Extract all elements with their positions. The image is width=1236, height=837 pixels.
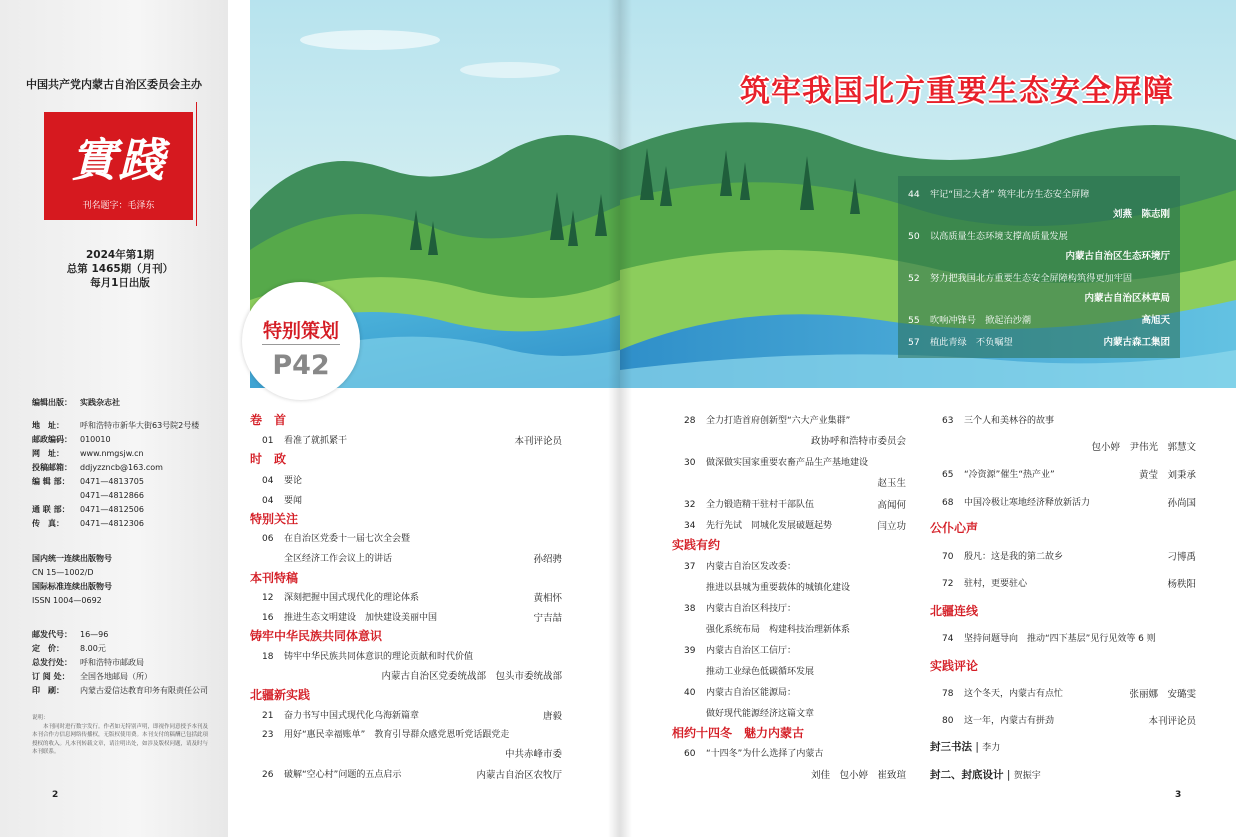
toc-entry[interactable]: 34 先行先试 同城化发展破题起势 [684,521,833,531]
issue-schedule: 每月1日出版 [90,277,150,289]
toc-entry[interactable]: 04 要闻 [262,496,303,506]
toc-author: 黄莹 刘秉承 [1138,470,1196,481]
toc-entry[interactable]: 28 全力打造首府创新型“六大产业集群” [684,416,851,426]
feature-entry[interactable]: 57 植此青绿 不负嘱望 [908,337,1013,348]
toc-author: 宁吉喆 [533,613,562,624]
distribution-row: 邮发代号： 16—96 [32,630,109,639]
toc-entry[interactable]: 70 殷凡：这是我的第二故乡 [942,552,1064,562]
publisher-row: 地 址： 呼和浩特市新华大街63号院2号楼 [32,421,200,430]
feature-title: 筑牢我国北方重要生态安全屏障 [740,74,1174,109]
section-heading: 本刊特稿 [250,571,299,585]
section-heading: 时 政 [250,452,287,466]
notice-title: 说明： [32,715,49,721]
toc-author: 本刊评论员 [514,436,562,447]
toc-entry[interactable]: 60 “十四冬”为什么选择了内蒙古 [684,749,824,759]
toc-entry[interactable]: 63 三个人和美林谷的故事 [942,416,1055,426]
feature-author: 刘燕 陈志刚 [1112,209,1170,220]
notice [32,714,212,757]
toc-entry-continued[interactable]: 推动工业绿色低碳循环发展 [706,667,815,677]
toc-entry[interactable]: 16 推进生态文明建设 加快建设美丽中国 [262,613,438,623]
special-feature-badge[interactable] [242,282,360,400]
feature-author: 高旭天 [1141,315,1170,326]
toc-entry-continued[interactable]: 强化系统布局 构建科技治理新体系 [706,625,851,635]
section-heading: 北疆连线 [930,604,979,618]
cn-label: 国内统一连续出版物号 [32,554,112,563]
right-page [620,0,1236,837]
toc-author: 闫立功 [877,521,906,532]
publisher-row: 网 址： www.nmgsjw.cn [32,449,144,458]
distribution-row: 总发行处： 呼和浩特市邮政局 [32,658,144,667]
toc-author: 内蒙古自治区党委统战部 包头市委统战部 [381,671,562,682]
masthead-sidebar [0,0,228,837]
toc-entry-continued[interactable]: 全区经济工作会议上的讲话 [284,554,393,564]
toc-entry[interactable]: 37 内蒙古自治区发改委： [684,562,797,572]
toc-entry[interactable]: 78 这个冬天，内蒙古有点忙 [942,689,1064,699]
toc-entry[interactable]: 12 深刻把握中国式现代化的理论体系 [262,593,420,603]
publisher-info [32,396,222,531]
publisher-row: 0471—4812866 [80,491,144,500]
toc-entry[interactable]: 30 做深做实国家重要农畜产品生产基地建设 [684,458,869,468]
toc-entry[interactable]: 74 坚持问题导向 推动“四下基层”见行见效等 6 则 [942,634,1156,644]
logo-rule [196,102,197,226]
toc-entry[interactable]: 06 在自治区党委十一届七次全会暨 [262,534,411,544]
toc-entry[interactable]: 18 铸牢中华民族共同体意识的理论贡献和时代价值 [262,652,474,662]
toc-author: 高闻何 [877,500,906,511]
publisher-row: 邮政编码： 010010 [32,435,111,444]
issn-label: 国际标准连续出版物号 [32,582,112,591]
section-heading: 实践有约 [672,538,721,552]
credit-calligraphy: 封三书法 | 李力 [930,741,1001,753]
toc-entry-continued[interactable]: 推进以县城为重要载体的城镇化建设 [706,583,851,593]
issue-year: 2024年第1期 [85,249,155,261]
toc-entry[interactable]: 01 看准了就抓紧干 [262,436,348,446]
feature-entry[interactable]: 55 吹响冲锋号 掀起治沙潮 [908,315,1032,326]
logo-caption: 刊名题字：毛泽东 [82,201,155,211]
toc-author: 包小婷 尹伟光 郭慧文 [1091,442,1196,453]
toc-author: 政协呼和浩特市委员会 [810,436,906,447]
toc-entry[interactable]: 21 奋力书写中国式现代化乌海新篇章 [262,711,420,721]
publisher-row: 通 联 部： 0471—4812506 [32,505,144,514]
badge-title: 特别策划 [262,320,339,342]
section-heading: 特别关注 [250,512,299,526]
toc-author: 本刊评论员 [1148,716,1196,727]
publisher-row: 传 真： 0471—4812306 [32,519,144,528]
feature-entry[interactable]: 50 以高质量生态环境支撑高质量发展 [908,231,1068,242]
issue-total: 总第 1465期（月刊） [66,263,174,275]
toc-author: 孙尚国 [1167,498,1196,509]
cn-value: CN 15—1002/D [32,568,94,577]
publisher-row: 编辑出版： 实践杂志社 [32,398,120,407]
feature-contents-box [898,176,1180,358]
section-heading: 相约十四冬 魅力内蒙古 [672,726,805,740]
toc-author: 孙绍骋 [533,554,562,565]
page-number-left: 2 [52,790,59,800]
publisher-row: 投稿邮箱： ddjyzzncb@163.com [32,463,163,472]
toc-author: 唐毅 [542,711,562,722]
magazine-logo [44,112,193,220]
feature-author: 内蒙古自治区林草局 [1084,293,1170,304]
feature-entry[interactable]: 44 牢记“国之大者” 筑牢北方生态安全屏障 [908,189,1090,200]
section-heading: 公仆心声 [930,521,979,535]
sponsor-line: 中国共产党内蒙古自治区委员会主办 [26,78,202,91]
toc-entry[interactable]: 72 驻村，更要驻心 [942,579,1028,589]
distribution-row: 定 价： 8.00元 [32,644,106,653]
toc-author: 赵玉生 [877,478,906,489]
credit-design: 封二、封底设计 | 贺振宇 [930,769,1041,781]
distribution-row: 订 阅 处： 全国各地邮局（所） [32,672,152,681]
toc-entry[interactable]: 04 要论 [262,476,303,486]
toc-author: 中共赤峰市委 [504,749,562,760]
serial-numbers [32,552,222,608]
toc-entry-continued[interactable]: 做好现代能源经济这篇文章 [706,709,815,719]
feature-author: 内蒙古森工集团 [1103,337,1170,348]
feature-author: 内蒙古自治区生态环境厅 [1065,251,1170,262]
toc-entry[interactable]: 65 “冷资源”催生“热产业” [942,470,1055,480]
feature-entry[interactable]: 52 努力把我国北方重要生态安全屏障构筑得更加牢固 [908,273,1133,284]
section-heading: 卷 首 [250,413,287,427]
distribution-row: 印 刷： 内蒙古爱信达教育印务有限责任公司 [32,686,208,695]
badge-divider [262,344,340,345]
toc-author: 内蒙古自治区农牧厅 [476,770,562,781]
toc-entry[interactable]: 23 用好“惠民幸福账单” 教育引导群众感党恩听党话跟党走 [262,730,510,740]
section-heading: 铸牢中华民族共同体意识 [250,629,383,643]
toc-entry[interactable]: 68 中国冷极让寒地经济释放新活力 [942,498,1091,508]
page-number-right: 3 [1175,790,1182,800]
toc-entry[interactable]: 38 内蒙古自治区科技厅： [684,604,797,614]
logo-mark: 實踐 [70,133,167,187]
toc-entry[interactable]: 32 全力锻造精干驻村干部队伍 [684,500,815,510]
toc-entry[interactable]: 39 内蒙古自治区工信厅： [684,646,797,656]
toc-author: 杨秩阳 [1167,579,1196,590]
section-heading: 实践评论 [930,659,979,673]
toc-author: 张丽娜 安璐雯 [1129,689,1196,700]
issue-info [0,248,240,290]
issn-value: ISSN 1004—0692 [32,596,102,605]
publisher-row: 编 辑 部： 0471—4813705 [32,477,144,486]
toc-author: 刁博禹 [1167,552,1196,563]
notice-text: 本刊同时进行数字发行。作者如无特别声明，即视作同意授予本刊及本刊合作方信息网络传播权，无版权使用费。本刊支付的稿酬已包括此项授权的收入。凡本刊转载文章，请注明出处，如涉及版权问题，请及时与本刊联系。 [32,723,209,755]
toc-entry[interactable]: 40 内蒙古自治区能源局： [684,688,797,698]
distribution-info [32,628,222,698]
toc-entry[interactable]: 26 破解“空心村”问题的五点启示 [262,770,402,780]
toc-author: 黄相怀 [533,593,562,604]
toc-entry[interactable]: 80 这一年，内蒙古有拼劲 [942,716,1055,726]
section-heading: 北疆新实践 [250,688,311,702]
toc-author: 刘佳 包小婷 崔致瑄 [810,770,906,781]
badge-page: P42 [272,350,330,381]
